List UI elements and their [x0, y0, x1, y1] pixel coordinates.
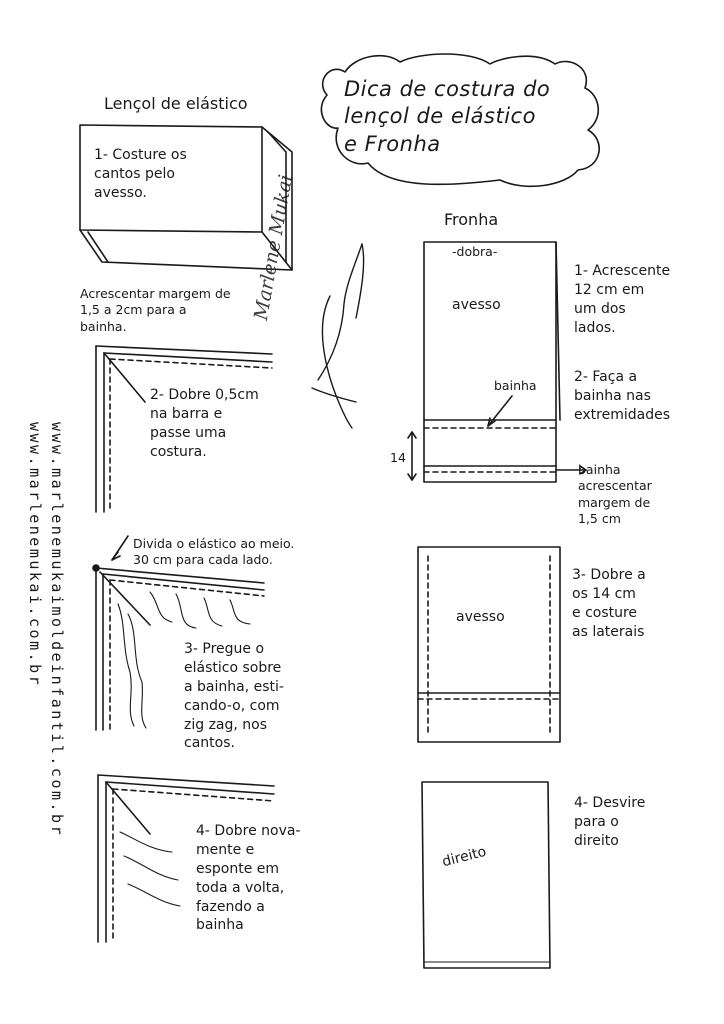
avesso-label-2: avesso — [456, 609, 505, 625]
fold-label: -dobra- — [452, 244, 498, 259]
pillowcase-step1-drawing — [408, 242, 586, 482]
pillowcase-step-4: 4- Desvire para o direito — [574, 795, 646, 849]
pillowcase-heading: Fronha — [444, 210, 499, 229]
pillowcase-step-2: 2- Faça a bainha nas extremidades — [574, 369, 670, 423]
fitted-sheet-step-3: 3- Pregue o elástico sobre a bainha, esti- cando-o, com zig zag, nos cantos. — [184, 641, 284, 752]
watermark-url-1: www.marlenemukaimoldeinfantil.com.br — [48, 422, 66, 838]
fitted-sheet-heading: Lençol de elástico — [104, 94, 248, 113]
elastic-split-note: Divida o elástico ao meio. 30 cm para cada lado. — [133, 536, 295, 568]
title: Dica de costura do lençol de elástico e Fronha — [344, 77, 551, 156]
hem-margin-note: Acrescentar margem de 1,5 a 2cm para a bainha. — [80, 286, 231, 334]
fitted-sheet-step-2: 2- Dobre 0,5cm na barra e passe uma costura. — [150, 387, 259, 460]
bainha-pointer-label: bainha — [494, 378, 537, 393]
avesso-label-1: avesso — [452, 297, 501, 313]
fitted-sheet-step-1: 1- Costure os cantos pelo avesso. — [94, 147, 187, 201]
pillowcase-step-3: 3- Dobre a os 14 cm e costure as laterais — [572, 567, 646, 640]
bainha-margin-note: bainha acrescentar margem de 1,5 cm — [578, 462, 652, 526]
signature: Marlene Mukai — [250, 172, 298, 322]
pillowcase-step3-drawing — [418, 547, 560, 742]
direito-label: direito — [440, 843, 488, 871]
pillowcase-step4-drawing — [422, 782, 550, 968]
fitted-sheet-step-4: 4- Dobre nova- mente e esponte em toda a volta, fazendo a bainha — [196, 823, 301, 934]
watermark-url-2: www.marlenemukai.com.br — [26, 422, 44, 688]
signature-scribble — [312, 244, 364, 428]
dimension-14-label: 14 — [390, 450, 406, 465]
pillowcase-step-1: 1- Acrescente 12 cm em um dos lados. — [574, 263, 671, 336]
